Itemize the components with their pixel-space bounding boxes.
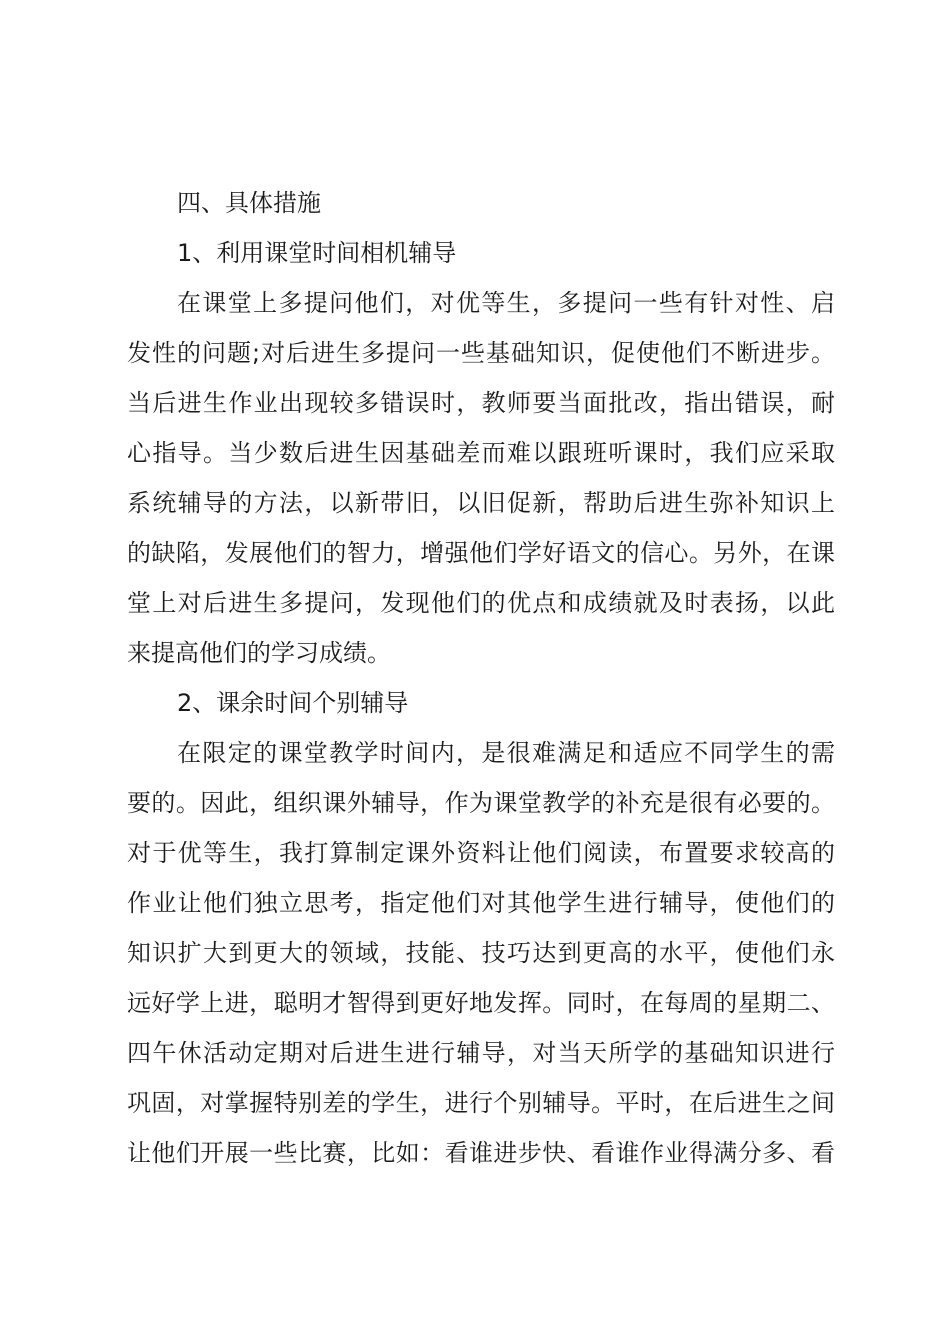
paragraph-line: 远好学上进，聪明才智得到更好地发挥。同时，在每周的星期二、 — [127, 989, 835, 1017]
paragraph-line: 来提高他们的学习成绩。 — [127, 639, 391, 667]
paragraph-line: 要的。因此，组织课外辅导，作为课堂教学的补充是很有必要的。 — [127, 789, 835, 817]
paragraph-line: 堂上对后进生多提问，发现他们的优点和成绩就及时表扬，以此 — [127, 589, 835, 617]
paragraph-line: 在课堂上多提问他们，对优等生，多提问一些有针对性、启 — [177, 289, 835, 317]
paragraph-1 — [127, 278, 835, 678]
paragraph-2 — [127, 728, 835, 1178]
section-title: 四、具体措施 — [177, 189, 321, 217]
paragraph-line: 作业让他们独立思考，指定他们对其他学生进行辅导，使他们的 — [127, 889, 835, 917]
paragraph-line: 当后进生作业出现较多错误时，教师要当面批改，指出错误，耐 — [127, 389, 835, 417]
paragraph-line: 巩固，对掌握特别差的学生，进行个别辅导。平时，在后进生之间 — [127, 1089, 835, 1117]
paragraph-line: 发性的问题;对后进生多提问一些基础知识，促使他们不断进步。 — [127, 339, 835, 367]
paragraph-line: 在限定的课堂教学时间内，是很难满足和适应不同学生的需 — [177, 739, 835, 767]
document-body — [127, 178, 835, 1178]
paragraph-line: 系统辅导的方法，以新带旧，以旧促新，帮助后进生弥补知识上 — [127, 489, 835, 517]
paragraph-line: 的缺陷，发展他们的智力，增强他们学好语文的信心。另外，在课 — [127, 539, 835, 567]
paragraph-line: 对于优等生，我打算制定课外资料让他们阅读，布置要求较高的 — [127, 839, 835, 867]
subsection-title-2: 2、课余时间个别辅导 — [177, 689, 409, 717]
paragraph-line: 心指导。当少数后进生因基础差而难以跟班听课时，我们应采取 — [127, 439, 835, 467]
paragraph-line: 知识扩大到更大的领域，技能、技巧达到更高的水平，使他们永 — [127, 939, 835, 967]
paragraph-line: 四午休活动定期对后进生进行辅导，对当天所学的基础知识进行 — [127, 1039, 835, 1067]
subsection-title-1: 1、利用课堂时间相机辅导 — [177, 239, 457, 267]
paragraph-line: 让他们开展一些比赛，比如：看谁进步快、看谁作业得满分多、看 — [127, 1139, 835, 1167]
